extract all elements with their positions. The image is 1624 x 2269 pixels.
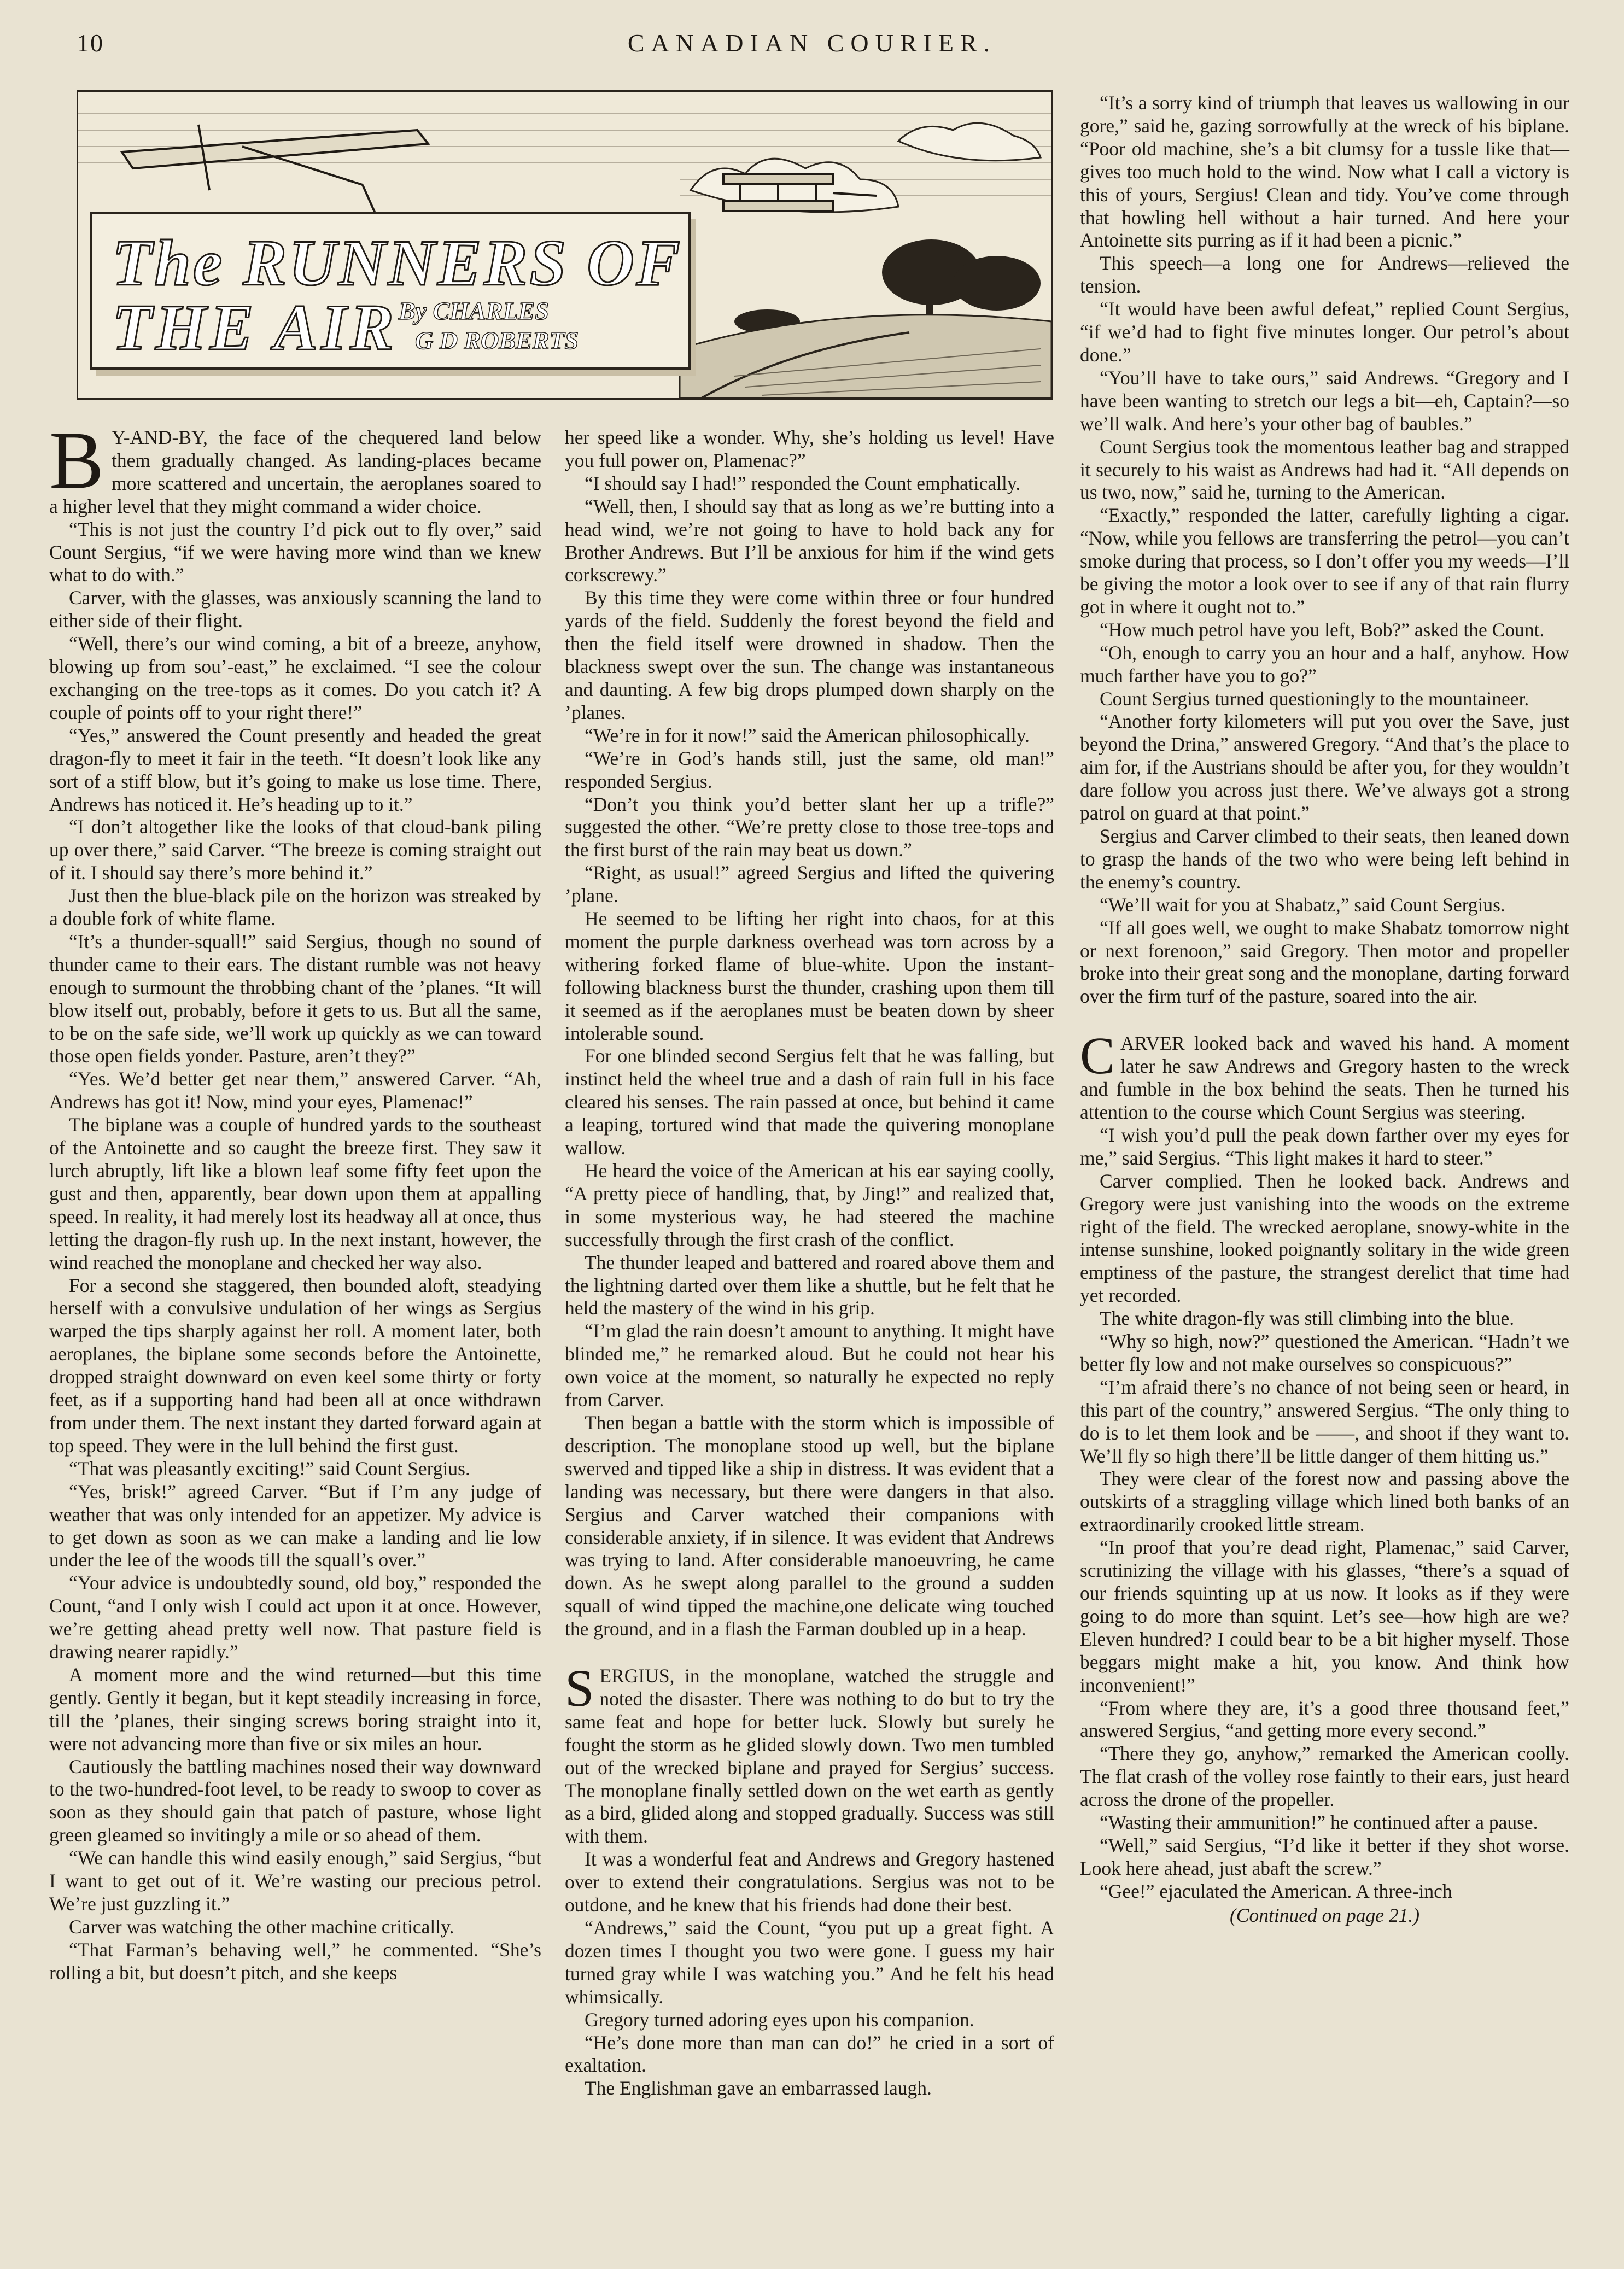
paragraph: “There they go, anyhow,” remarked the American coolly. The flat crash of the volley rose faintly to their ears, just heard across the drone of the propeller.	[1080, 1742, 1569, 1811]
paragraph: “In proof that you’re dead right, Plamenac,” said Carver, scrutinizing the village with his glasses, “there’s a squad of our friends squinting up at us now. It looks as if they were going to do more than squint. Let’s see—how high are we? Eleven hundred? I could bear to be a bit higher myself. Those beggars might make a hit, you know. And think how inconvenient!”	[1080, 1536, 1569, 1696]
paragraph: “Oh, enough to carry you an hour and a half, anyhow. How much farther have you to go?”	[1080, 641, 1569, 687]
paragraph: “Exactly,” responded the latter, carefully lighting a cigar. “Now, while you fellows are transferring the petrol—you can’t smoke during that process, so I don’t offer you my weeds—I’ll be giving the motor a look over to see if any of that rain flurry got in where it ought not to.”	[1080, 504, 1569, 618]
drop-cap: B	[49, 415, 104, 506]
paragraph: Carver was watching the other machine critically.	[69, 1915, 454, 1938]
paragraph: “Don’t you think you’d better slant her up a trifle?” suggested the other. “We’re pretty close to those tree-tops and the first burst of the rain may beat us down.”	[565, 793, 1054, 861]
paragraph: “We’re in God’s hands still, just the same, old man!” responded Sergius.	[565, 747, 1054, 792]
paragraph: Gregory turned adoring eyes upon his companion.	[585, 2008, 974, 2031]
paragraph: “Yes,” answered the Count presently and headed the great dragon-fly to meet it fair in the teeth. “It doesn’t look like any sort of a stiff blow, but it’s going to make us lose time. There, Andrews has noticed it. He’s heading up to it.”	[49, 724, 541, 815]
paragraph: They were clear of the forest now and passing above the outskirts of a straggling village which lined both banks of an extraordinarily crooked little stream.	[1080, 1467, 1569, 1536]
drop-cap: C	[1080, 1026, 1115, 1085]
paragraph: “Gee!” ejaculated the American. A three-inch	[1100, 1880, 1452, 1902]
paragraph: A moment more and the wind returned—but this time gently. Gently it began, but it kept steadily increasing in force, till the ’planes, their singing screws boring straight into it, were not advancing more than five or six miles an hour.	[49, 1663, 541, 1755]
paragraph: “I’m glad the rain doesn’t amount to anything. It might have blinded me,” he remarked aloud. But he could not hear his own voice at the moment, so naturally he expected no reply from Carver.	[565, 1320, 1054, 1411]
paragraph: “This is not just the country I’d pick out to fly over,” said Count Sergius, “if we were having more wind than we knew what to do with.”	[49, 518, 541, 586]
paragraph: The thunder leaped and battered and roared above them and the lightning darted over them like a shuttle, but he felt that he held the mastery of the wind in his grip.	[565, 1251, 1054, 1319]
paragraph: “I don’t altogether like the looks of that cloud-bank piling up over there,” said Carver. “The breeze is coming straight out of it. I should say there’s more behind it.”	[49, 816, 541, 884]
paragraph: “Another forty kilometers will put you over the Save, just beyond the Drina,” answered Gregory. “And that’s the place to aim for, if the Austrians should be after you, for they wouldn’t dare follow you across just there. We’ve always got a strong patrol on guard at that point.”	[1080, 710, 1569, 824]
paragraph: “Your advice is undoubtedly sound, old boy,” responded the Count, “and I only wish I could act upon it at once. However, we’re getting ahead pretty well now. That pasture field is drawing nearer rapidly.”	[49, 1572, 541, 1663]
article-title-line2: THE AIR	[112, 291, 398, 364]
paragraph: Count Sergius turned questioningly to the mountaineer.	[1100, 687, 1529, 710]
paragraph: This speech—a long one for Andrews—relieved the tension.	[1080, 252, 1569, 297]
paragraph: “I should say I had!” responded the Count emphatically.	[585, 472, 1021, 494]
paragraph: “We’re in for it now!” said the American philosophically.	[585, 724, 1030, 746]
paragraph: “He’s done more than man can do!” he cried in a sort of exaltation.	[565, 2031, 1054, 2077]
byline-line1: By CHARLES	[399, 297, 549, 325]
paragraph: Cautiously the battling machines nosed their way downward to the two-hundred-foot level, to be ready to swoop to cover as soon as they should gain that patch of pasture, whose light green gleamed so invitingly a mile or so ahead of them.	[49, 1755, 541, 1846]
paragraph: “Right, as usual!” agreed Sergius and lifted the quivering ’plane.	[565, 862, 1054, 907]
paragraph: her speed like a wonder. Why, she’s holding us level! Have you full power on, Plamenac?”	[565, 426, 1054, 471]
paragraph: “Yes, brisk!” agreed Carver. “But if I’m any judge of weather that was only intended for an appetizer. My advice is to get down as soon as we can make a landing and lie low under the lee of the woods till the squall’s over.”	[49, 1480, 541, 1571]
text-column-3	[1080, 92, 1569, 1927]
paragraph-text: ERGIUS, in the monoplane, watched the struggle and noted the disaster. There was nothing to do but to try the same feat and hope for better luck. Slowly but surely he fought the storm as he glided slowly down. Two men tumbled out of the wrecked biplane and prayed for Sergius’ success. The monoplane finally settled down on the wet earth as gently as a bird, glided along and stopped gradually. Success was still with them.	[565, 1665, 1054, 1847]
paragraph: It was a wonderful feat and Andrews and Gregory hastened over to extend their congratulations. Sergius was not to be outdone, and he knew that his friends had done their best.	[565, 1848, 1054, 1916]
paragraph: Carver complied. Then he looked back. Andrews and Gregory were just vanishing into the woods on the extreme right of the field. The wrecked aeroplane, snowy-white in the intense sunshine, looked poignantly solitary in the wide green emptiness of the pasture, the strangest derelict that time had yet recorded.	[1080, 1169, 1569, 1307]
section-break	[1080, 1008, 1569, 1032]
paragraph-text: ARVER looked back and waved his hand. A moment later he saw Andrews and Gregory hasten to the wreck and fumble in the box behind the seats. Then he turned his attention to the course which Count Sergius was steering.	[1080, 1032, 1569, 1123]
paragraph: “We’ll wait for you at Shabatz,” said Count Sergius.	[1100, 893, 1505, 916]
continued-note: (Continued on page 21.)	[1229, 1904, 1420, 1926]
paragraph: “If all goes well, we ought to make Shabatz tomorrow night or next forenoon,” said Gregory. Then motor and propeller broke into their great song and the monoplane, darting forward over the firm turf of the pasture, soared into the air.	[1080, 916, 1569, 1008]
paragraph: Carver, with the glasses, was anxiously scanning the land to either side of their flight.	[49, 587, 541, 632]
text-column-1	[49, 415, 541, 1985]
paragraph: By this time they were come within three or four hundred yards of the field. Suddenly the forest beyond the field and then the field itself were drowned in shadow. Then the blackness swept over the sun. The change was instantaneous and daunting. A few big drops plumped down sharply on the ’planes.	[565, 587, 1054, 723]
paragraph: For one blinded second Sergius felt that he was falling, but instinct held the wheel true and a dash of rain full in his face cleared his senses. The rain passed at once, but behind it came a leaping, tortured wind that made the quivering monoplane wallow.	[565, 1045, 1054, 1159]
text-column-2	[565, 426, 1054, 2100]
paragraph: “It would have been awful defeat,” replied Count Sergius, “if we’d had to fight five minutes longer. Our petrol’s about done.”	[1080, 298, 1569, 366]
paragraph: “Wasting their ammunition!” he continued after a pause.	[1100, 1811, 1538, 1834]
paragraph: “I wish you’d pull the peak down farther over my eyes for me,” said Sergius. “This light makes it hard to steer.”	[1080, 1124, 1569, 1169]
paragraph: “That Farman’s behaving well,” he commented. “She’s rolling a bit, but doesn’t pitch, and she keeps	[49, 1938, 541, 1984]
paragraph: Just then the blue-black pile on the horizon was streaked by a double fork of white flame.	[49, 885, 541, 930]
paragraph: “Well, there’s our wind coming, a bit of a breeze, anyhow, blowing up from sou’-east,” he exclaimed. “I see the colour exchanging on the tree-tops as it comes. Do you catch it? A couple of points off to your right there!”	[49, 633, 541, 723]
title-illustration	[77, 90, 1053, 400]
title-scroll	[90, 212, 691, 370]
running-header	[0, 28, 1624, 61]
paragraph: The biplane was a couple of hundred yards to the southeast of the Antoinette and so caught the breeze first. They saw it lurch abruptly, lift like a blown leaf some fifty feet upon the gust and then, apparently, bear down upon them at appalling speed. In reality, it had merely lost its headway all at once, thus letting the dragon-fly rush up. In the next instant, however, the wind reached the monoplane and checked her way also.	[49, 1114, 541, 1273]
paragraph: “Well,” said Sergius, “I’d like it better if they shot worse. Look here ahead, just abaft the screw.”	[1080, 1834, 1569, 1879]
journal-title: CANADIAN COURIER.	[627, 29, 997, 57]
paragraph	[565, 1659, 1054, 1848]
paragraph: The Englishman gave an embarrassed laugh.	[585, 2077, 932, 2100]
page-number: 10	[77, 29, 104, 57]
paragraph: “From where they are, it’s a good three thousand feet,” answered Sergius, “and getting more every second.”	[1080, 1697, 1569, 1742]
paragraph: “How much petrol have you left, Bob?” asked the Count.	[1100, 618, 1545, 641]
paragraph-text: Y-AND-BY, the face of the chequered land below them gradually changed. As landing-places became more scattered and uncertain, the aeroplanes soared to a higher level that they might command a wider choice.	[49, 426, 541, 517]
section-break	[565, 1641, 1054, 1665]
paragraph: “It’s a sorry kind of triumph that leaves us wallowing in our gore,” said he, gazing sorrowfully at the wreck of his biplane. “Poor old machine, she’s a bit clumsy for a tussle like that—gives too much hold to the wind. Now what I call a victory is this of yours, Sergius! Clean and tidy. You’ve come through that howling hell without a hair turned. And here your Antoinette sits purring as if it had been a picnic.”	[1080, 92, 1569, 252]
paragraph: “Andrews,” said the Count, “you put up a great fight. A dozen times I thought you two were gone. I guess my hair turned gray while I was watching you.” And he felt his head whimsically.	[565, 1917, 1054, 2008]
byline	[399, 296, 672, 355]
article-title-line1: The RUNNERS OF	[112, 226, 682, 299]
paragraph: Sergius and Carver climbed to their seats, then leaned down to grasp the hands of the two who were being left behind in the enemy’s country.	[1080, 825, 1569, 893]
paragraph: The white dragon-fly was still climbing into the blue.	[1100, 1307, 1515, 1330]
paragraph: “You’ll have to take ours,” said Andrews. “Gregory and I have been wanting to stretch our legs a bit—eh, Captain?—so we’ll walk. And here’s your other bag of baubles.”	[1080, 366, 1569, 435]
paragraph: “Well, then, I should say that as long as we’re butting into a head wind, we’re not going to have to hold back any for Brother Andrews. But I’ll be anxious for him if the wind gets corkscrewy.”	[565, 495, 1054, 586]
paragraph: “We can handle this wind easily enough,” said Sergius, “but I want to get out of it. We’re wasting our precious petrol. We’re just guzzling it.”	[49, 1847, 541, 1915]
paragraph: He heard the voice of the American at his ear saying coolly, “A pretty piece of handling, that, by Jing!” and realized that, in some mysterious way, he had steered the machine successfully through the first crash of the conflict.	[565, 1160, 1054, 1250]
paragraph: Then began a battle with the storm which is impossible of description. The monoplane stood up well, but the biplane swerved and tipped like a ship in distress. It was evident that a landing was necessary, but there were dangers in that also. Sergius and Carver watched their companions with considerable anxiety, if in silence. It was evident that Andrews was trying to land. After considerable manoeuvring, he came down. As he swept along parallel to the ground a sudden squall of wind tipped the machine,one delicate wing touched the ground, and in a flash the Farman doubled up in a heap.	[565, 1411, 1054, 1640]
paragraph: He seemed to be lifting her right into chaos, for at this moment the purple darkness overhead was torn across by a withering forked flame of blue-white. Upon the instant- following blackness burst the thunder, crashing upon them till it seemed as if the aeroplanes must be beaten down by sheer intolerable sound.	[565, 908, 1054, 1044]
paragraph: “Yes. We’d better get near them,” answered Carver. “Ah, Andrews has got it! Now, mind your eyes, Plamenac!”	[49, 1068, 541, 1113]
paragraph	[49, 415, 541, 518]
paragraph: “I’m afraid there’s no chance of not being seen or heard, in this part of the country,” answered Sergius. “The only thing to do is to let them look and be ——, and shoot if they want to. We’ll fly so high there’ll be little danger of them hitting us.”	[1080, 1376, 1569, 1467]
paragraph: “It’s a thunder-squall!” said Sergius, though no sound of thunder came to their ears. The distant rumble was not heavy enough to surmount the throbbing chant of the ’planes. “It will blow itself out, probably, before it gets to us. But all the same, to be on the safe side, we’ll work up quickly as we can toward those open fields yonder. Pasture, aren’t they?”	[49, 930, 541, 1067]
paragraph: Count Sergius took the momentous leather bag and strapped it securely to his waist as Andrews had had it. “All depends on us two, now,” said he, turning to the American.	[1080, 435, 1569, 504]
paragraph: For a second she staggered, then bounded aloft, steadying herself with a convulsive undulation of her wings as Sergius warped the tips sharply against her roll. A moment later, both aeroplanes, the biplane some seconds before the Antoinette, dropped straight downward on even keel some thirty or forty feet, as if a supporting hand had been all at once withdrawn from under them. The next instant they darted forward again at top speed. They were in the lull behind the first gust.	[49, 1274, 541, 1457]
paragraph: “That was pleasantly exciting!” said Count Sergius.	[69, 1457, 470, 1479]
paragraph	[1080, 1026, 1569, 1124]
drop-cap: S	[565, 1659, 594, 1718]
paragraph: “Why so high, now?” questioned the American. “Hadn’t we better fly low and not make ourselves so conspicuous?”	[1080, 1330, 1569, 1375]
byline-line2: G D ROBERTS	[415, 326, 579, 354]
